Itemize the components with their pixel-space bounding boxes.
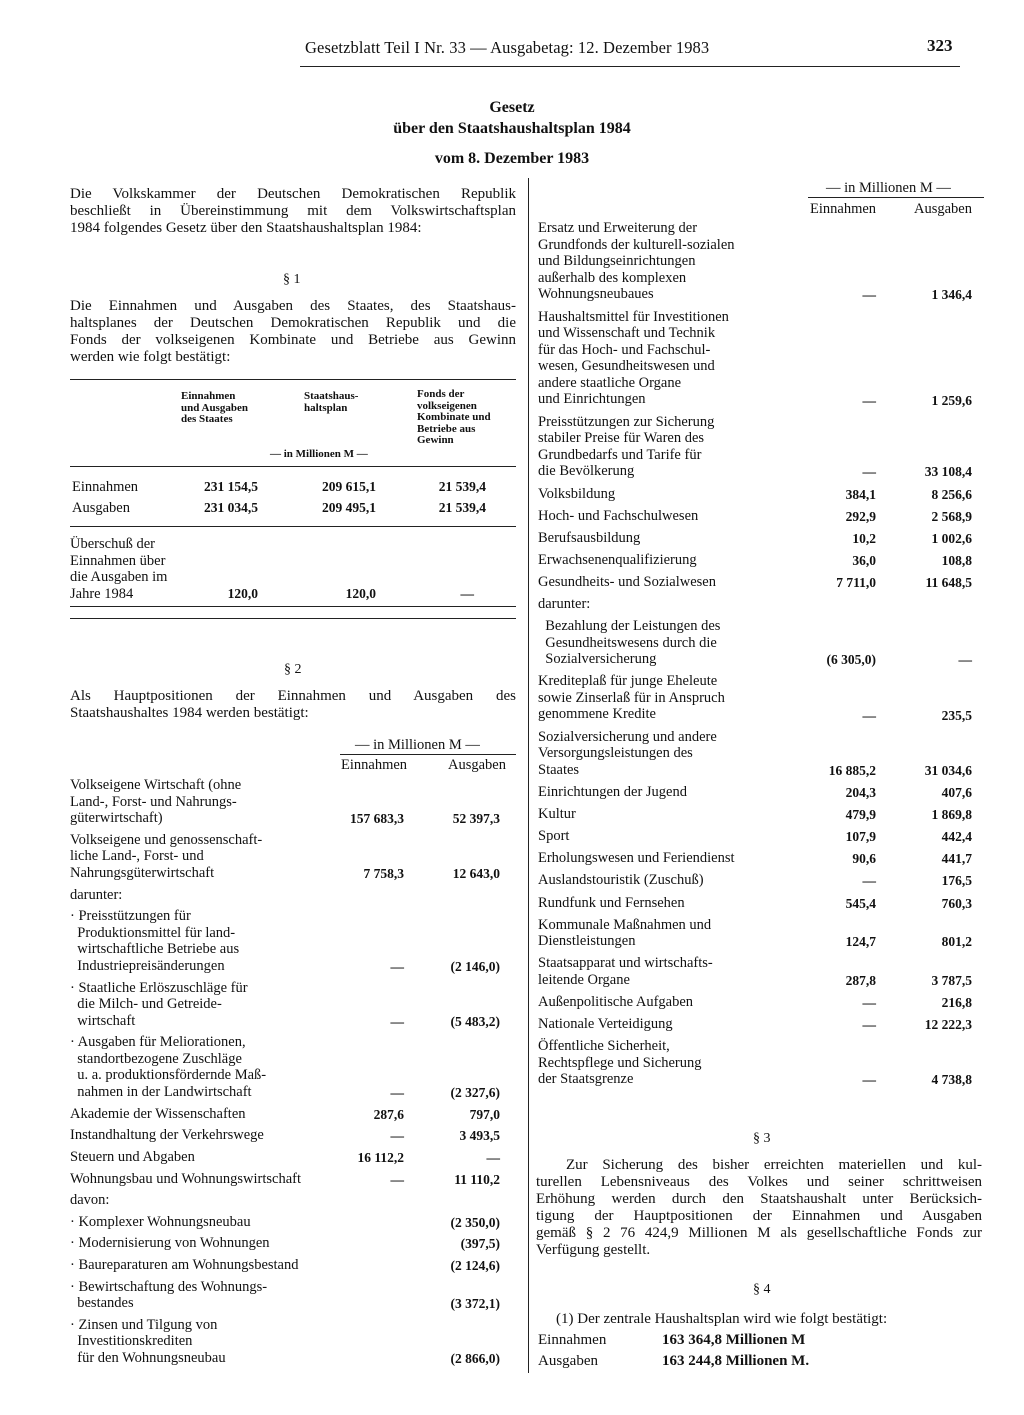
section-1-line: Fonds der volkseigenen Kombinate und Betriebe aus Gewinn: [70, 332, 516, 348]
table-row-label: · Zinsen und Tilgung von Investitionskrediten für den Wohnungsneubau: [70, 1316, 226, 1366]
table-cell-in: 90,6: [852, 851, 876, 867]
table-cell-in: 545,4: [845, 895, 876, 911]
table-cell-in: 107,9: [845, 829, 876, 845]
table-row-label: Volkseigene Wirtschaft (ohne Land-, Forst- und Nahrungs- güterwirtschaft): [70, 777, 242, 826]
table-cell-in: 204,3: [845, 785, 876, 800]
table-cell-out: 216,8: [941, 995, 972, 1010]
table-1-col1-header: Einnahmen und Ausgaben des Staates: [181, 390, 248, 425]
table-cell-in: 36,0: [852, 552, 876, 568]
section-4-heading: § 4: [753, 1282, 771, 1297]
surplus-cell: —: [460, 586, 474, 601]
table-cell-in: —: [862, 1017, 876, 1033]
table-row-label: Instandhaltung der Verkehrswege: [70, 1127, 264, 1144]
law-title-line-2: über den Staatshaushaltsplan 1984: [393, 120, 631, 137]
law-date: vom 8. Dezember 1983: [434, 150, 590, 167]
s4-label: Ausgaben: [538, 1353, 598, 1369]
table-cell-out: 52 397,3: [452, 811, 500, 827]
table-cell-out: (3 372,1): [450, 1296, 500, 1312]
table-1-row-label: Einnahmen: [72, 479, 139, 495]
s2-col-out: Ausgaben: [448, 757, 506, 773]
table-cell-out: 801,2: [941, 934, 972, 950]
table-cell-in: 16 885,2: [828, 762, 876, 778]
section-1-text: [70, 298, 516, 366]
table-row-label: darunter:: [538, 596, 591, 612]
table-row-label: Berufsausbildung: [538, 529, 641, 546]
surplus-cell: 120,0: [345, 586, 376, 601]
table-row-label: Sport: [538, 828, 570, 845]
table-row-label: Erholungswesen und Feriendienst: [538, 850, 735, 867]
table-row-label: · Modernisierung von Wohnungen: [70, 1235, 270, 1252]
section-3-line: Zur Sicherung des bisher erreichten materiellen und kul-: [566, 1157, 982, 1173]
table-1-header-rule: [70, 466, 516, 467]
section-3-heading: § 3: [753, 1131, 771, 1146]
table-1-cell: 231 034,5: [204, 500, 258, 515]
table-1-cell: 209 495,1: [322, 500, 376, 515]
table-cell-out: (2 146,0): [450, 959, 500, 974]
intro-line: Die Volkskammer der Deutschen Demokratischen Republik: [70, 186, 516, 202]
table-cell-out: 407,6: [941, 785, 972, 800]
table-row-label: Rundfunk und Fernsehen: [538, 894, 685, 911]
table-cell-out: 12 222,3: [924, 1017, 972, 1033]
table-cell-out: 3 787,5: [931, 972, 972, 988]
table-cell-out: 235,5: [941, 707, 972, 723]
table-row-label: Kultur: [538, 806, 576, 823]
table-row-label: · Staatliche Erlöszuschläge für die Milch- und Getreide- wirtschaft: [70, 979, 248, 1029]
table-cell-out: 33 108,4: [924, 464, 972, 480]
surplus-label: Überschuß der Einnahmen über die Ausgaben im Jahre 1984: [70, 536, 168, 602]
table-row-label: Sozialversicherung und andere Versorgungsleistungen des Staates: [538, 728, 717, 778]
right-unit-rule: [808, 197, 984, 198]
table-cell-out: —: [486, 1150, 500, 1165]
table-cell-out: 31 034,6: [924, 762, 972, 778]
table-row-label: · Baureparaturen am Wohnungsbestand: [70, 1257, 299, 1273]
table-row-label: Öffentliche Sicherheit, Rechtspflege und Sicherung der Staatsgrenze: [538, 1038, 702, 1088]
section-3-line: Erhöhung werden durch den Staatshaushalt unter Berücksich-: [536, 1191, 982, 1207]
table-cell-in: 479,9: [845, 807, 876, 823]
table-cell-out: 8 256,6: [931, 486, 972, 502]
table-cell-out: 442,4: [941, 829, 972, 845]
table-cell-out: (2 124,6): [450, 1258, 500, 1273]
table-cell-in: —: [862, 392, 876, 408]
section-3-line: turellen Lebensniveaus des Volkes und seiner schrittweisen: [536, 1174, 982, 1190]
table-cell-in: —: [390, 1128, 404, 1144]
table-1-col2-header: Staatshaus- haltsplan: [304, 390, 359, 414]
table-row-label: Akademie der Wissenschaften: [70, 1105, 246, 1122]
table-cell-in: —: [390, 959, 404, 974]
table-cell-out: 797,0: [469, 1106, 500, 1122]
table-1-unit: — in Millionen M —: [270, 448, 368, 460]
table-cell-out: —: [958, 652, 972, 668]
table-row-label: darunter:: [70, 886, 123, 903]
table-cell-in: 292,9: [845, 508, 876, 524]
table-row-label: Volkseigene und genossenschaft- liche Land-, Forst- und Nahrungsgüterwirtschaft: [70, 831, 263, 881]
intro-paragraph: [70, 186, 516, 237]
table-1-cell: 231 154,5: [204, 479, 258, 494]
right-unit: — in Millionen M —: [826, 180, 951, 196]
table-cell-in: 10,2: [852, 530, 876, 546]
table-cell-in: 287,8: [845, 972, 876, 988]
section-2-line: Als Hauptpositionen der Einnahmen und Ausgaben des: [70, 688, 516, 704]
section-1-line: haltsplanes der Deutschen Demokratischen Republik und die: [70, 315, 516, 331]
s4-label: Einnahmen: [538, 1332, 607, 1348]
table-cell-out: (397,5): [460, 1236, 500, 1252]
s4-value: 163 244,8 Millionen M.: [662, 1353, 810, 1369]
table-row-label: Nationale Verteidigung: [538, 1016, 673, 1033]
table-cell-in: 287,6: [373, 1106, 404, 1122]
table-cell-out: (5 483,2): [450, 1013, 500, 1029]
table-row-label: davon:: [70, 1192, 110, 1209]
table-1-cell: 209 615,1: [322, 479, 376, 494]
table-row-label: Kommunale Maßnahmen und Dienstleistungen: [538, 916, 712, 950]
table-cell-in: 124,7: [845, 934, 876, 950]
table-1-bottom-rule-2: [70, 618, 516, 619]
table-cell-in: 384,1: [845, 486, 876, 502]
table-cell-in: (6 305,0): [826, 652, 876, 668]
table-cell-out: 1 259,6: [931, 392, 972, 408]
table-row-label: Gesundheits- und Sozialwesen: [538, 573, 716, 590]
header-rule: [300, 66, 960, 67]
running-header: Gesetzblatt Teil I Nr. 33 — Ausgabetag: 12. Dezember 1983: [305, 38, 710, 57]
section-2-text: [70, 688, 516, 722]
table-cell-out: 1 869,8: [931, 807, 972, 823]
s2-unit-rule: [340, 754, 516, 755]
surplus-cell: 120,0: [227, 586, 258, 601]
section-1-heading: § 1: [283, 272, 301, 287]
table-row-label: · Komplexer Wohnungsneubau: [70, 1213, 251, 1230]
table-cell-in: —: [862, 995, 876, 1010]
table-cell-out: 760,3: [941, 895, 972, 911]
table-1-bottom-rule: [70, 606, 516, 607]
table-cell-in: —: [862, 287, 876, 303]
table-1-cell: 21 539,4: [438, 479, 486, 494]
table-1-col3-header: Fonds der volkseigenen Kombinate und Betriebe aus Gewinn: [417, 388, 491, 446]
table-cell-in: —: [390, 1013, 404, 1029]
table-cell-out: 108,8: [941, 552, 972, 568]
s2-unit: — in Millionen M —: [355, 737, 480, 753]
table-row-label: Erwachsenenqualifizierung: [538, 551, 697, 568]
table-cell-out: (2 327,6): [450, 1085, 500, 1101]
table-row-label: Einrichtungen der Jugend: [538, 784, 687, 800]
table-row-label: Auslandstouristik (Zuschuß): [538, 872, 704, 889]
table-cell-in: 157 683,3: [350, 811, 404, 827]
table-cell-in: —: [390, 1085, 404, 1101]
table-cell-in: —: [390, 1171, 404, 1187]
table-cell-out: (2 866,0): [450, 1351, 500, 1366]
table-cell-out: 1 002,6: [931, 530, 972, 546]
table-cell-out: 2 568,9: [931, 508, 972, 524]
table-row-label: Bezahlung der Leistungen des Gesundheitswesens durch die Sozialversicherung: [538, 618, 721, 668]
table-cell-out: 4 738,8: [931, 1072, 972, 1088]
table-cell-in: —: [862, 873, 876, 889]
table-row-label: · Bewirtschaftung des Wohnungs- bestandes: [70, 1278, 268, 1312]
table-cell-out: 176,5: [941, 873, 972, 889]
section-2-heading: § 2: [284, 662, 302, 677]
table-1-row-label: Ausgaben: [72, 500, 130, 516]
table-cell-out: 3 493,5: [459, 1128, 500, 1144]
section-1-line: Die Einnahmen und Ausgaben des Staates, des Staatshaus-: [70, 298, 516, 314]
table-row-label: Ersatz und Erweiterung der Grundfonds der kulturell-sozialen und Bildungseinrichtungen außerhalb des komplexen Wohnungsneubaues: [538, 220, 735, 302]
table-row-label: Haushaltsmittel für Investitionen und Wissenschaft und Technik für das Hoch- und Fachschul- wesen, Gesundheitswesen und andere staatliche Organe und Einrichtungen: [538, 308, 729, 407]
table-row-label: · Ausgaben für Meliorationen, standortbezogene Zuschläge u. a. produktionsfördernde Maß- nahmen in der Landwirtschaft: [70, 1034, 267, 1100]
table-row-label: Volksbildung: [538, 485, 616, 502]
page-number: 323: [927, 36, 953, 55]
table-row-label: Preisstützungen zur Sicherung stabiler Preise für Waren des Grundbedarfs und Tarife für die Bevölkerung: [538, 413, 715, 480]
table-row-label: Außenpolitische Aufgaben: [538, 994, 694, 1010]
table-row-label: Hoch- und Fachschulwesen: [538, 507, 699, 524]
table-cell-out: 1 346,4: [931, 287, 972, 303]
right-col-out: Ausgaben: [914, 201, 972, 217]
section-3-line: tigung der Hauptpositionen der Einnahmen und Ausgaben: [536, 1208, 982, 1224]
table-cell-out: 12 643,0: [452, 866, 500, 881]
section-4-intro: (1) Der zentrale Haushaltsplan wird wie folgt bestätigt:: [556, 1311, 888, 1327]
table-cell-out: 441,7: [941, 851, 972, 867]
column-divider: [528, 178, 529, 1373]
table-cell-in: —: [862, 1072, 876, 1088]
table-1-cell: 21 539,4: [438, 500, 486, 515]
section-3-text: [536, 1157, 982, 1259]
intro-line: beschließt in Übereinstimmung mit dem Volkswirtschaftsplan: [70, 203, 516, 219]
table-row-label: · Preisstützungen für Produktionsmittel für land- wirtschaftliche Betriebe aus Industriepreisänderungen: [70, 908, 240, 974]
table-cell-out: 11 648,5: [925, 574, 972, 590]
table-row-label: Kreditерlaß für junge Eheleute sowie Zinserlaß für in Anspruch genommene Kredite: [538, 673, 725, 723]
table-cell-in: —: [862, 707, 876, 723]
table-cell-in: 7 711,0: [836, 574, 876, 590]
table-row-label: Wohnungsbau und Wohnungswirtschaft: [70, 1170, 301, 1187]
section-1-line: werden wie folgt bestätigt:: [70, 349, 231, 365]
s2-col-in: Einnahmen: [341, 757, 408, 773]
intro-line: 1984 folgendes Gesetz über den Staatshaushaltsplan 1984:: [70, 220, 422, 236]
table-cell-out: (2 350,0): [450, 1214, 500, 1230]
section-3-line: Verfügung gestellt.: [536, 1242, 651, 1258]
law-title-line-1: Gesetz: [489, 99, 535, 116]
table-1-mid-rule: [70, 526, 516, 527]
table-cell-in: 7 758,3: [363, 866, 404, 881]
right-col-in: Einnahmen: [810, 201, 877, 217]
table-1-top-rule: [70, 379, 516, 380]
table-row-label: Steuern und Abgaben: [70, 1149, 195, 1165]
section-2-line: Staatshaushaltes 1984 werden bestätigt:: [70, 705, 309, 721]
s4-value: 163 364,8 Millionen M: [662, 1332, 806, 1348]
table-cell-in: —: [862, 464, 876, 480]
table-row-label: Staatsapparat und wirtschafts- leitende Organe: [538, 955, 713, 988]
section-3-line: gemäß § 2 76 424,9 Millionen M als gesellschaftliche Fonds zur: [536, 1225, 982, 1241]
table-cell-in: 16 112,2: [357, 1150, 404, 1165]
table-cell-out: 11 110,2: [454, 1171, 500, 1187]
